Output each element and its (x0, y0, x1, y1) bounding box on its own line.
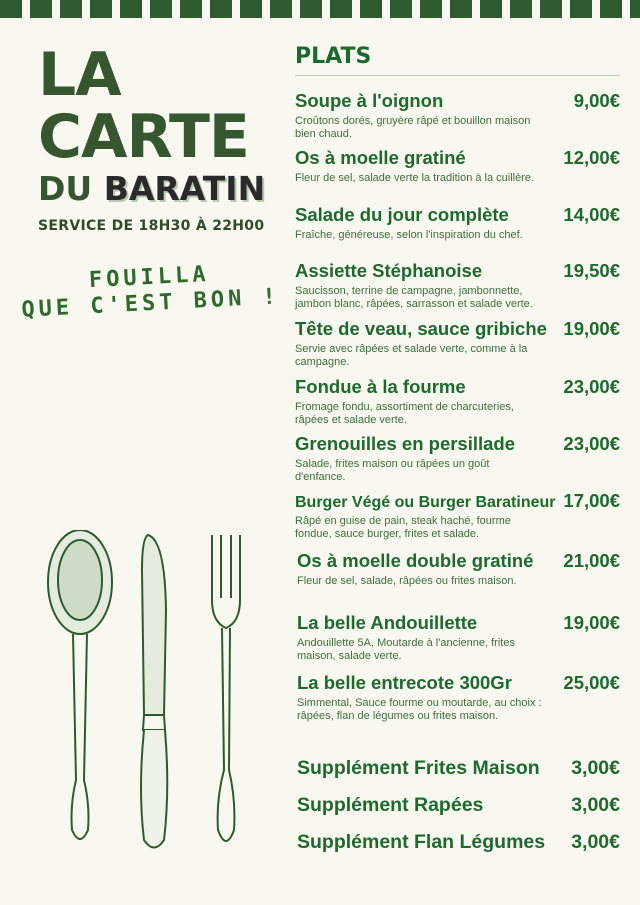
item-price: 19,00€ (563, 318, 620, 339)
item-price: 14,00€ (563, 204, 620, 225)
item-name: Fondue à la fourme (295, 376, 466, 397)
item-name: Grenouilles en persillade (295, 433, 516, 454)
spoon-icon (48, 530, 112, 839)
menu-item (295, 90, 620, 140)
restaurant-name-du: DU (38, 169, 93, 208)
item-description: Râpé en guise de pain, steak haché, fourme fondue, sauce burger, frites et salade. (295, 515, 511, 540)
slogan-line-1: FOUILLA (88, 261, 211, 294)
item-name: La belle Andouillette (297, 612, 478, 633)
knife-icon (141, 535, 167, 848)
menu-item (297, 672, 620, 722)
supplement-price: 3,00€ (571, 757, 620, 779)
item-name: Soupe à l'oignon (295, 90, 444, 111)
item-price: 23,00€ (563, 376, 620, 397)
restaurant-name-baratin: BARATIN (103, 169, 266, 208)
restaurant-name (38, 170, 268, 208)
slogan (19, 258, 281, 324)
supplement-name: Supplément Rapées (297, 794, 484, 816)
item-description: Andouillette 5A, Moutarde à l'ancienne, frites maison, salade verte. (297, 637, 515, 662)
item-name: Burger Végé ou Burger Baratineur (295, 494, 556, 511)
item-name: Salade du jour complète (295, 204, 509, 225)
item-price: 25,00€ (563, 672, 620, 693)
item-price: 23,00€ (563, 433, 620, 454)
item-description: Fraîche, généreuse, selon l'inspiration du chef. (295, 229, 523, 241)
supplement-item (297, 794, 620, 817)
menu-item (295, 376, 620, 426)
item-price: 19,00€ (563, 612, 620, 633)
supplement-name: Supplément Flan Légumes (297, 831, 546, 853)
supplement-item (297, 757, 620, 780)
item-description: Croûtons dorés, gruyère râpé et bouillon maison bien chaud. (295, 115, 531, 140)
item-price: 12,00€ (563, 147, 620, 168)
menu-title-block (38, 40, 268, 234)
supplement-name: Supplément Frites Maison (297, 757, 540, 779)
menu-item (295, 204, 620, 242)
title-line-la: LA (38, 40, 121, 110)
top-stripe-border (0, 0, 640, 18)
menu-item (297, 612, 620, 662)
fork-icon (212, 535, 240, 841)
item-description: Fleur de sel, salade verte la tradition à la cuillère. (295, 172, 535, 184)
menu-item (295, 433, 620, 483)
item-price: 17,00€ (563, 490, 620, 511)
item-name: La belle entrecote 300Gr (297, 672, 512, 693)
supplement-item (297, 831, 620, 854)
menu-item (297, 550, 620, 588)
item-description: Servie avec râpées et salade verte, comme à la campagne. (295, 343, 528, 368)
supplement-price: 3,00€ (571, 794, 620, 816)
item-price: 19,50€ (563, 260, 620, 281)
title-line-carte: CARTE (38, 102, 249, 172)
item-name: Assiette Stéphanoise (295, 260, 483, 281)
slogan-line-2: QUE C'EST BON ! (20, 284, 281, 323)
menu-item (295, 318, 620, 368)
item-description: Fromage fondu, assortiment de charcuteries, râpées et salade verte. (295, 401, 514, 426)
item-name: Os à moelle double gratiné (297, 550, 534, 571)
section-title-plats: PLATS (295, 44, 620, 76)
item-name: Tête de veau, sauce gribiche (295, 318, 547, 339)
item-description: Simmental, Sauce fourme ou moutarde, au choix : râpées, flan de légumes ou frites maison. (297, 697, 542, 722)
plats-section (295, 44, 620, 84)
item-price: 21,00€ (563, 550, 620, 571)
service-hours: SERVICE DE 18H30 À 22H00 (38, 218, 265, 234)
cutlery-illustration (40, 530, 270, 860)
supplement-price: 3,00€ (571, 831, 620, 853)
menu-item (295, 260, 620, 310)
menu-item (295, 147, 620, 185)
item-name: Os à moelle gratiné (295, 147, 466, 168)
item-price: 9,00€ (573, 90, 620, 111)
item-description: Fleur de sel, salade, râpées ou frites maison. (297, 575, 517, 587)
menu-item (295, 490, 620, 540)
item-description: Saucisson, terrine de campagne, jambonnette, jambon blanc, râpées, sarrasson et salade verte. (295, 285, 533, 310)
item-description: Salade, frites maison ou râpées un goût d'enfance. (295, 458, 490, 483)
